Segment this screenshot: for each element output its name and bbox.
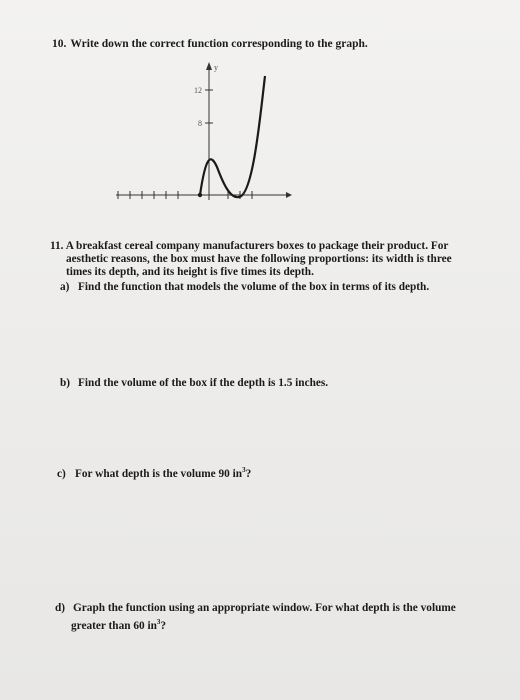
part-b-label: b): [60, 377, 71, 389]
question-11-part-d: [55, 601, 515, 633]
x-axis-arrow-icon: [286, 192, 292, 198]
part-c-exponent: 3: [242, 466, 246, 474]
question-11-part-b: [60, 376, 480, 390]
question-11-part-c: [57, 463, 477, 481]
question-11: [50, 240, 480, 279]
part-d-exponent: 3: [156, 618, 161, 626]
y-tick-label-12: 12: [194, 86, 202, 95]
question-11-number: 11.: [50, 240, 64, 252]
question-11-part-a: [60, 280, 480, 294]
question-10-number: 10.: [52, 38, 67, 50]
part-d-line2: greater than 60 in: [71, 619, 157, 632]
y-tick-label-8: 8: [198, 119, 202, 128]
part-d-end: ?: [160, 619, 167, 632]
question-10: [52, 38, 368, 50]
question-11-intro-line3: times its depth, and its height is five times its depth.: [66, 266, 314, 278]
function-curve: [200, 76, 265, 197]
part-a-label: a): [60, 281, 70, 293]
part-d-line1: Graph the function using an appropriate window. For what depth is the volume: [73, 602, 456, 614]
part-c-label: c): [57, 467, 66, 480]
function-graph: [108, 58, 293, 208]
y-axis-label: y: [214, 63, 218, 72]
part-c-end: ?: [245, 467, 252, 480]
x-intercept-point: [198, 193, 202, 197]
part-c-text: For what depth is the volume 90 in: [75, 467, 243, 480]
question-11-intro-line1: A breakfast cereal company manufacturers boxes to package their product. For: [65, 240, 449, 252]
part-a-text: Find the function that models the volume of the box in terms of its depth.: [78, 281, 430, 293]
question-11-intro-line2: aesthetic reasons, the box must have the following proportions: its width is three: [66, 253, 452, 265]
part-d-label: d): [55, 602, 66, 614]
question-10-text: Write down the correct function corresponding to the graph.: [70, 38, 368, 50]
y-axis-arrow-icon: [206, 62, 212, 70]
part-b-text: Find the volume of the box if the depth is 1.5 inches.: [78, 377, 329, 389]
